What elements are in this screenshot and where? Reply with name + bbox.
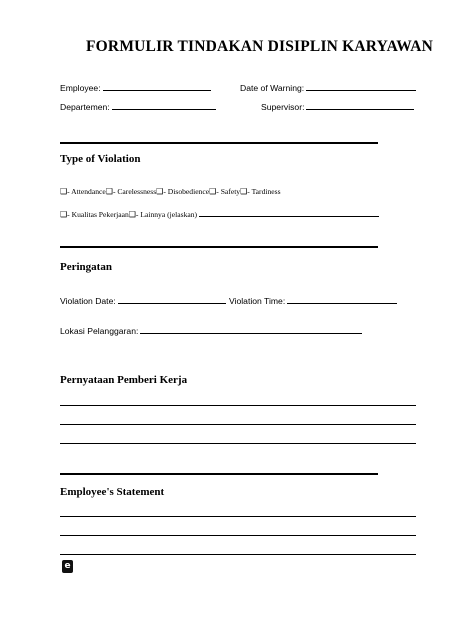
carelessness-checkbox[interactable] [106, 187, 156, 196]
lokasi-input[interactable] [140, 325, 362, 334]
employee-statement-line[interactable] [60, 554, 416, 555]
safety-checkbox[interactable] [209, 187, 240, 196]
lainnya-label: - Lainnya (jelaskan) [135, 210, 198, 219]
employer-statement-line[interactable] [60, 443, 416, 444]
checkbox-icon: ❑ [128, 210, 136, 219]
employee-statement-line[interactable] [60, 516, 416, 517]
violation-date-label: Violation Date: [60, 296, 116, 306]
employee-statement-heading: Employee's Statement [60, 486, 165, 498]
date-of-warning-label: Date of Warning: [240, 83, 305, 93]
departemen-label: Departemen: [60, 102, 110, 112]
tardiness-label: - Tardiness [247, 187, 281, 196]
checkbox-icon: ❑ [105, 187, 113, 196]
violation-row-2 [60, 208, 379, 219]
employee-statement-line[interactable] [60, 535, 416, 536]
type-of-violation-heading: Type of Violation [60, 153, 141, 165]
kualitas-pekerjaan-label: - Kualitas Pekerjaan [67, 210, 129, 219]
violation-date-input[interactable] [118, 295, 226, 304]
lainnya-input[interactable] [199, 208, 379, 217]
violation-row-1 [60, 187, 281, 196]
lainnya-checkbox[interactable] [129, 210, 197, 219]
violation-time-label: Violation Time: [229, 296, 286, 306]
checkbox-icon: ❑ [60, 210, 68, 219]
employee-field-row [60, 82, 211, 93]
section-divider [60, 473, 378, 475]
departemen-input[interactable] [112, 101, 216, 110]
checkbox-icon: ❑ [60, 187, 68, 196]
kualitas-pekerjaan-checkbox[interactable] [60, 210, 129, 219]
lokasi-field-row [60, 325, 362, 336]
date-of-warning-field-row [240, 82, 416, 93]
employer-statement-line[interactable] [60, 424, 416, 425]
checkbox-icon: ❑ [156, 187, 164, 196]
date-of-warning-input[interactable] [306, 82, 416, 91]
violation-time-field-row [229, 295, 397, 306]
disobedience-label: - Disobedience [163, 187, 210, 196]
disobedience-checkbox[interactable] [156, 187, 209, 196]
attendance-checkbox[interactable] [60, 187, 106, 196]
departemen-field-row [60, 101, 216, 112]
tardiness-checkbox[interactable] [240, 187, 280, 196]
carelessness-label: - Carelessness [112, 187, 157, 196]
violation-date-field-row [60, 295, 226, 306]
violation-time-input[interactable] [287, 295, 397, 304]
supervisor-field-row [261, 101, 414, 112]
supervisor-label: Supervisor: [261, 102, 305, 112]
checkbox-icon: ❑ [209, 187, 217, 196]
lokasi-label: Lokasi Pelanggaran: [60, 326, 139, 336]
section-divider [60, 246, 378, 248]
section-divider [60, 142, 378, 144]
employee-label: Employee: [60, 83, 101, 93]
peringatan-heading: Peringatan [60, 261, 112, 273]
e-logo-icon: e [62, 560, 73, 573]
form-title: FORMULIR TINDAKAN DISIPLIN KARYAWAN [86, 38, 434, 55]
supervisor-input[interactable] [306, 101, 414, 110]
attendance-label: - Attendance [67, 187, 106, 196]
pernyataan-pemberi-kerja-heading: Pernyataan Pemberi Kerja [60, 374, 188, 386]
employee-input[interactable] [103, 82, 211, 91]
checkbox-icon: ❑ [240, 187, 248, 196]
employer-statement-line[interactable] [60, 405, 416, 406]
safety-label: - Safety [216, 187, 241, 196]
